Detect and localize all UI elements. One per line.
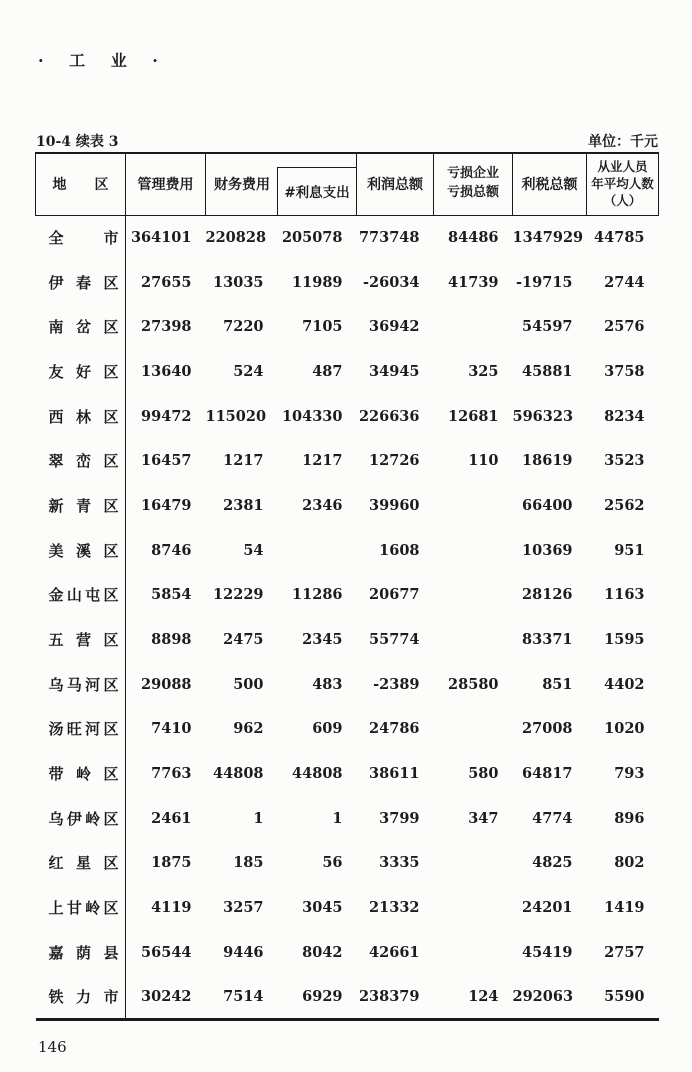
region-cell — [36, 662, 126, 707]
region-name: 南 岔 区 — [48, 318, 119, 337]
table-row — [36, 662, 659, 707]
table-header — [36, 153, 659, 215]
header-cell-staff — [587, 153, 659, 215]
header-cell-interest: #利息支出 — [277, 167, 356, 215]
header-cell-management: 管理费用 — [126, 153, 206, 215]
value-cell: 3335 — [379, 854, 420, 872]
value-cell: 44808 — [213, 765, 264, 783]
value-cell: 238379 — [358, 987, 420, 1005]
region-cell — [36, 573, 126, 618]
value-cell: 8746 — [151, 541, 192, 559]
value-cell: 4825 — [532, 854, 573, 872]
value-cell: 36942 — [369, 318, 420, 336]
value-cell: 39960 — [369, 496, 420, 514]
region-cell — [36, 438, 126, 483]
table-row — [36, 438, 659, 483]
region-cell — [36, 528, 126, 573]
region-name: 新 青 区 — [48, 496, 119, 515]
value-cell: 3257 — [223, 899, 264, 917]
value-cell: 1608 — [379, 541, 420, 559]
value-cell: 11286 — [292, 586, 343, 604]
value-cell — [434, 528, 513, 573]
value-cell: 83371 — [522, 631, 573, 649]
value-cell: 580 — [468, 765, 499, 783]
staff-label-line1: 从业人员 — [597, 158, 648, 174]
region-cell — [36, 975, 126, 1020]
value-cell: 2744 — [604, 273, 645, 291]
region-name: 带 岭 区 — [48, 765, 119, 784]
value-cell: 38611 — [369, 765, 420, 783]
value-cell — [434, 841, 513, 886]
value-cell: 2757 — [604, 943, 645, 961]
table-row — [36, 215, 659, 260]
value-cell: 1217 — [223, 452, 264, 470]
value-cell: 1347929 — [512, 229, 584, 247]
region-cell — [36, 796, 126, 841]
value-cell: -19715 — [516, 273, 573, 291]
value-cell: 16479 — [141, 496, 192, 514]
value-cell: 802 — [614, 854, 645, 872]
table-row — [36, 796, 659, 841]
region-name: 汤旺河区 — [48, 720, 119, 739]
value-cell: 3799 — [379, 809, 420, 827]
region-name: 乌马河区 — [48, 675, 119, 694]
value-cell: 27008 — [522, 720, 573, 738]
value-cell: 7763 — [151, 765, 192, 783]
value-cell: 7410 — [151, 720, 192, 738]
value-cell: 34945 — [369, 362, 420, 380]
table-caption: 10-4 续表 3 — [36, 134, 119, 150]
region-cell — [36, 260, 126, 305]
value-cell: 851 — [542, 675, 573, 693]
value-cell: 84486 — [448, 229, 499, 247]
value-cell: 13640 — [141, 362, 192, 380]
region-cell — [36, 304, 126, 349]
table-row — [36, 483, 659, 528]
value-cell: 64817 — [522, 765, 573, 783]
value-cell: 793 — [614, 765, 645, 783]
value-cell: 110 — [468, 452, 499, 470]
region-cell — [36, 349, 126, 394]
region-name: 上甘岭区 — [48, 899, 119, 918]
value-cell: 7514 — [223, 987, 264, 1005]
value-cell: 205078 — [281, 229, 343, 247]
value-cell — [434, 483, 513, 528]
section-header: · 工 业 · — [38, 51, 167, 70]
staff-label-line2: 年平均人数 — [591, 175, 654, 191]
value-cell: 596323 — [512, 407, 574, 425]
value-cell: 6929 — [302, 987, 343, 1005]
value-cell: 104330 — [281, 407, 343, 425]
region-name: 铁 力 市 — [48, 987, 119, 1006]
value-cell: 29088 — [141, 675, 192, 693]
value-cell: 28580 — [448, 675, 499, 693]
value-cell: 773748 — [358, 229, 420, 247]
value-cell: 347 — [468, 809, 499, 827]
value-cell: 962 — [233, 720, 264, 738]
value-cell: 2475 — [223, 631, 264, 649]
region-cell — [36, 885, 126, 930]
value-cell: 226636 — [358, 407, 420, 425]
table-row — [36, 617, 659, 662]
value-cell: 609 — [312, 720, 343, 738]
region-cell — [36, 394, 126, 439]
value-cell: 12229 — [213, 586, 264, 604]
value-cell: 185 — [233, 854, 264, 872]
value-cell: 10369 — [522, 541, 573, 559]
table-row — [36, 528, 659, 573]
header-region-label: 地 区 — [52, 177, 109, 194]
caption-row — [36, 131, 658, 151]
table-row — [36, 349, 659, 394]
value-cell — [434, 707, 513, 752]
value-cell: 1217 — [302, 452, 343, 470]
value-cell: 896 — [614, 809, 645, 827]
value-cell — [434, 617, 513, 662]
value-cell: 41739 — [448, 273, 499, 291]
table-row — [36, 573, 659, 618]
value-cell: 9446 — [223, 943, 264, 961]
value-cell: -2389 — [373, 675, 420, 693]
region-name: 金山屯区 — [48, 586, 119, 605]
value-cell: 3523 — [604, 452, 645, 470]
table-row — [36, 394, 659, 439]
region-name: 友 好 区 — [48, 362, 119, 381]
value-cell: 99472 — [141, 407, 192, 425]
value-cell: 4774 — [532, 809, 573, 827]
header-cell-finance — [206, 153, 357, 215]
value-cell: 292063 — [512, 987, 574, 1005]
value-cell: 5590 — [604, 987, 645, 1005]
value-cell: 124 — [468, 987, 499, 1005]
region-cell — [36, 707, 126, 752]
value-cell — [434, 304, 513, 349]
value-cell: 54597 — [522, 318, 573, 336]
value-cell: 4402 — [604, 675, 645, 693]
value-cell: 13035 — [213, 273, 264, 291]
page-number: 146 — [38, 1038, 67, 1056]
value-cell: 1595 — [604, 631, 645, 649]
value-cell: 16457 — [141, 452, 192, 470]
region-cell — [36, 617, 126, 662]
value-cell — [278, 528, 357, 573]
region-cell — [36, 751, 126, 796]
statistics-table — [35, 152, 659, 1021]
table-row — [36, 930, 659, 975]
value-cell: 220828 — [205, 229, 267, 247]
value-cell: 28126 — [522, 586, 573, 604]
value-cell: 1419 — [604, 899, 645, 917]
value-cell: 54 — [243, 541, 264, 559]
value-cell: 7105 — [302, 318, 343, 336]
value-cell: 21332 — [369, 899, 420, 917]
region-name: 嘉 荫 县 — [48, 943, 119, 962]
value-cell: 8898 — [151, 631, 192, 649]
value-cell: 364101 — [130, 229, 192, 247]
table-row — [36, 707, 659, 752]
value-cell: 8234 — [604, 407, 645, 425]
region-name: 乌伊岭区 — [48, 809, 119, 828]
value-cell: 45419 — [522, 943, 573, 961]
value-cell: 11989 — [292, 273, 343, 291]
value-cell: 56544 — [141, 943, 192, 961]
value-cell: 325 — [468, 362, 499, 380]
value-cell: 42661 — [369, 943, 420, 961]
value-cell: 4119 — [151, 899, 192, 917]
finance-label: 财务费用 — [214, 177, 270, 194]
value-cell: 524 — [233, 362, 264, 380]
value-cell: 20677 — [369, 586, 420, 604]
value-cell — [434, 885, 513, 930]
value-cell: 27398 — [141, 318, 192, 336]
value-cell — [434, 573, 513, 618]
value-cell: 44785 — [594, 229, 645, 247]
value-cell: -26034 — [363, 273, 420, 291]
value-cell — [434, 930, 513, 975]
region-cell — [36, 483, 126, 528]
value-cell: 1875 — [151, 854, 192, 872]
value-cell: 12726 — [369, 452, 420, 470]
value-cell: 483 — [312, 675, 343, 693]
region-name: 全 市 — [48, 229, 119, 248]
table-row — [36, 885, 659, 930]
table-row — [36, 751, 659, 796]
value-cell: 2461 — [151, 809, 192, 827]
value-cell: 27655 — [141, 273, 192, 291]
value-cell: 1163 — [604, 586, 645, 604]
header-cell-region — [36, 153, 126, 215]
region-name: 西 林 区 — [48, 407, 119, 426]
value-cell: 2576 — [604, 318, 645, 336]
region-name: 美 溪 区 — [48, 541, 119, 560]
value-cell: 66400 — [522, 496, 573, 514]
value-cell: 8042 — [302, 943, 343, 961]
value-cell: 2562 — [604, 496, 645, 514]
value-cell: 3758 — [604, 362, 645, 380]
value-cell: 44808 — [292, 765, 343, 783]
value-cell: 30242 — [141, 987, 192, 1005]
region-name: 五 营 区 — [48, 631, 119, 650]
table-row — [36, 260, 659, 305]
value-cell: 56 — [322, 854, 343, 872]
value-cell: 5854 — [151, 586, 192, 604]
value-cell: 1020 — [604, 720, 645, 738]
region-cell — [36, 930, 126, 975]
value-cell: 2381 — [223, 496, 264, 514]
region-cell — [36, 841, 126, 886]
table-row — [36, 975, 659, 1020]
value-cell: 500 — [233, 675, 264, 693]
table-row — [36, 304, 659, 349]
value-cell: 18619 — [522, 452, 573, 470]
value-cell: 1 — [253, 809, 264, 827]
value-cell: 12681 — [448, 407, 499, 425]
table-row — [36, 841, 659, 886]
header-cell-profit-tax: 利税总额 — [513, 153, 587, 215]
value-cell: 951 — [614, 541, 645, 559]
value-cell: 2345 — [302, 631, 343, 649]
loss-label-line1: 亏损企业 — [446, 166, 499, 182]
loss-label-line2: 亏损总额 — [446, 185, 499, 201]
region-name: 红 星 区 — [48, 854, 119, 873]
header-cell-loss — [434, 153, 513, 215]
value-cell: 487 — [312, 362, 343, 380]
unit-label: 单位：千元 — [588, 134, 658, 150]
region-name: 伊 春 区 — [48, 273, 119, 292]
region-name: 翠 峦 区 — [48, 452, 119, 471]
header-cell-profit: 利润总额 — [357, 153, 434, 215]
staff-label-line3: （人） — [603, 192, 642, 208]
value-cell: 2346 — [302, 496, 343, 514]
table-body — [36, 215, 659, 1019]
value-cell: 24786 — [369, 720, 420, 738]
value-cell: 55774 — [369, 631, 420, 649]
header-row — [36, 153, 659, 215]
value-cell: 1 — [332, 809, 343, 827]
value-cell: 24201 — [522, 899, 573, 917]
value-cell: 3045 — [302, 899, 343, 917]
region-cell — [36, 215, 126, 260]
value-cell: 7220 — [223, 318, 264, 336]
value-cell: 45881 — [522, 362, 573, 380]
value-cell: 115020 — [205, 407, 267, 425]
